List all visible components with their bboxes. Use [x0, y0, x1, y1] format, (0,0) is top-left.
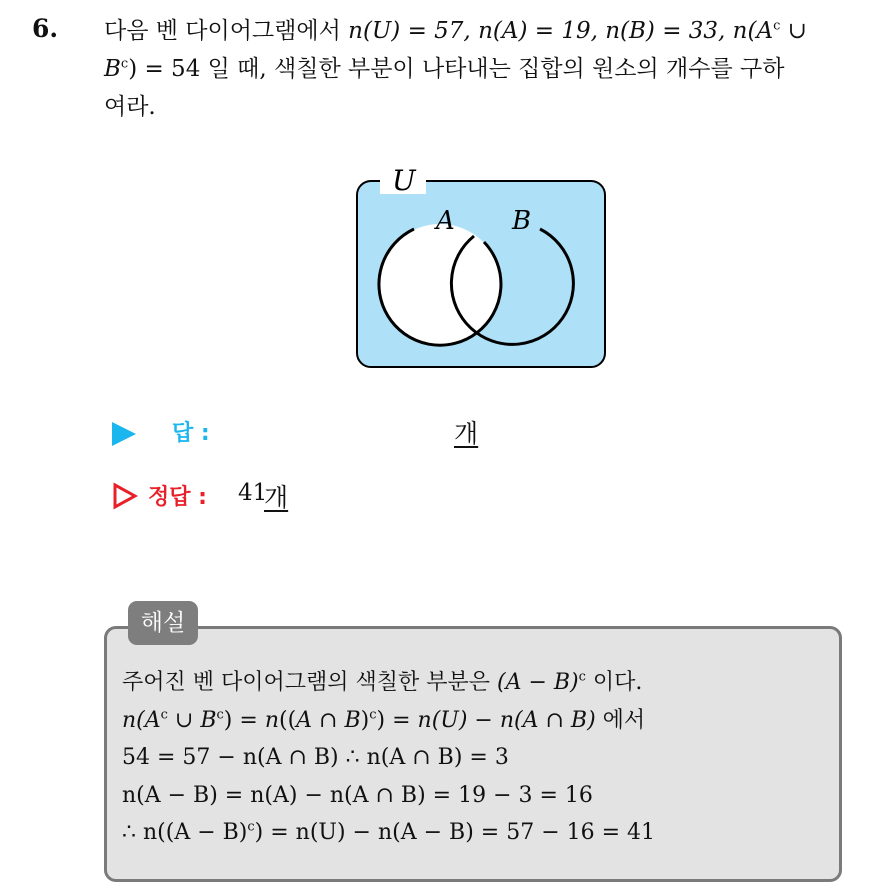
solution-line-2: $n(A^c$ ∪ $B^c) = n((A$ ∩ B)$^c$) = n(U) − n(A ∩ B) 에서: [122, 707, 646, 733]
solution-line-1-math: (A − B): [497, 670, 579, 695]
n-u-term: n(U): [417, 707, 468, 733]
b-complement: B: [104, 56, 121, 82]
question-intro: 다음 벤 다이어그램에서: [104, 18, 349, 44]
n-a: n(A) = 19,: [478, 18, 598, 44]
n-u: n(U) = 57,: [348, 18, 471, 44]
solution-line-5-start: ∴ n((A − B): [122, 820, 248, 845]
complement-mark: c: [773, 18, 781, 34]
n-ac-start: n(A: [732, 18, 774, 44]
solution-line-1-text: 주어진 벤 다이어그램의 색칠한 부분은: [122, 670, 497, 695]
solution-line-3: 54 = 57 − n(A ∩ B) ∴ n(A ∩ B) = 3: [122, 745, 509, 770]
solution-line-4: n(A − B) = n(A) − n(A ∩ B) = 19 − 3 = 16: [122, 782, 593, 808]
solution-tab: 해설: [128, 601, 198, 645]
question-line-2: [104, 50, 864, 88]
universe-label: U: [392, 164, 416, 197]
solution-line-1-end: 이다.: [585, 670, 643, 695]
solution-line-2-start: n(A: [122, 707, 161, 733]
set-a-label: A: [436, 206, 455, 236]
complement-mark: c: [578, 669, 586, 685]
question-line-1: 다음 벤 다이어그램에서 n(U) = 57, n(A) = 19, n(B) = 33, $n(A^c$ ∪: [104, 18, 807, 44]
correct-label: 정답 :: [148, 485, 207, 510]
complement-mark: c: [216, 707, 224, 723]
correct-value: 41: [238, 480, 268, 506]
n-b: n(B) = 33,: [605, 18, 726, 44]
venn-diagram: [350, 158, 612, 373]
solution-line-5-end: ) = n(U) − n(A − B) = 57 − 16 = 41: [254, 820, 656, 845]
complement-mark: c: [247, 819, 255, 835]
solution-line-2-suffix: 에서: [602, 707, 646, 733]
set-b-label: B: [512, 206, 532, 236]
outline-triangle-icon: [112, 482, 138, 510]
correct-unit: 개: [264, 483, 289, 512]
solution-line-1: [122, 664, 655, 702]
question-text: [104, 12, 864, 126]
complement-mark: c: [369, 707, 377, 723]
question-number: 6.: [32, 14, 59, 43]
n-a-cap-b-term: n(A ∩ B): [499, 707, 596, 733]
answer-label: 답 :: [172, 421, 210, 446]
b-letter: B: [344, 707, 361, 733]
a-letter: A: [296, 707, 313, 733]
solution-line-5: [122, 814, 655, 852]
solution-text: [122, 664, 655, 852]
b-letter: B: [200, 707, 217, 733]
play-triangle-icon: [112, 422, 136, 446]
question-line-3: 여라.: [104, 94, 156, 120]
n-letter: n: [264, 707, 279, 733]
equals-54: ) = 54: [128, 56, 201, 82]
correct-answer-row: [112, 478, 612, 518]
complement-mark: c: [120, 56, 129, 72]
answer-unit[interactable]: 개: [454, 419, 479, 448]
question-rest: 일 때, 색칠한 부분이 나타내는 집합의 원소의 개수를 구하: [200, 56, 785, 82]
complement-mark: c: [160, 707, 168, 723]
answer-row: [112, 414, 612, 454]
